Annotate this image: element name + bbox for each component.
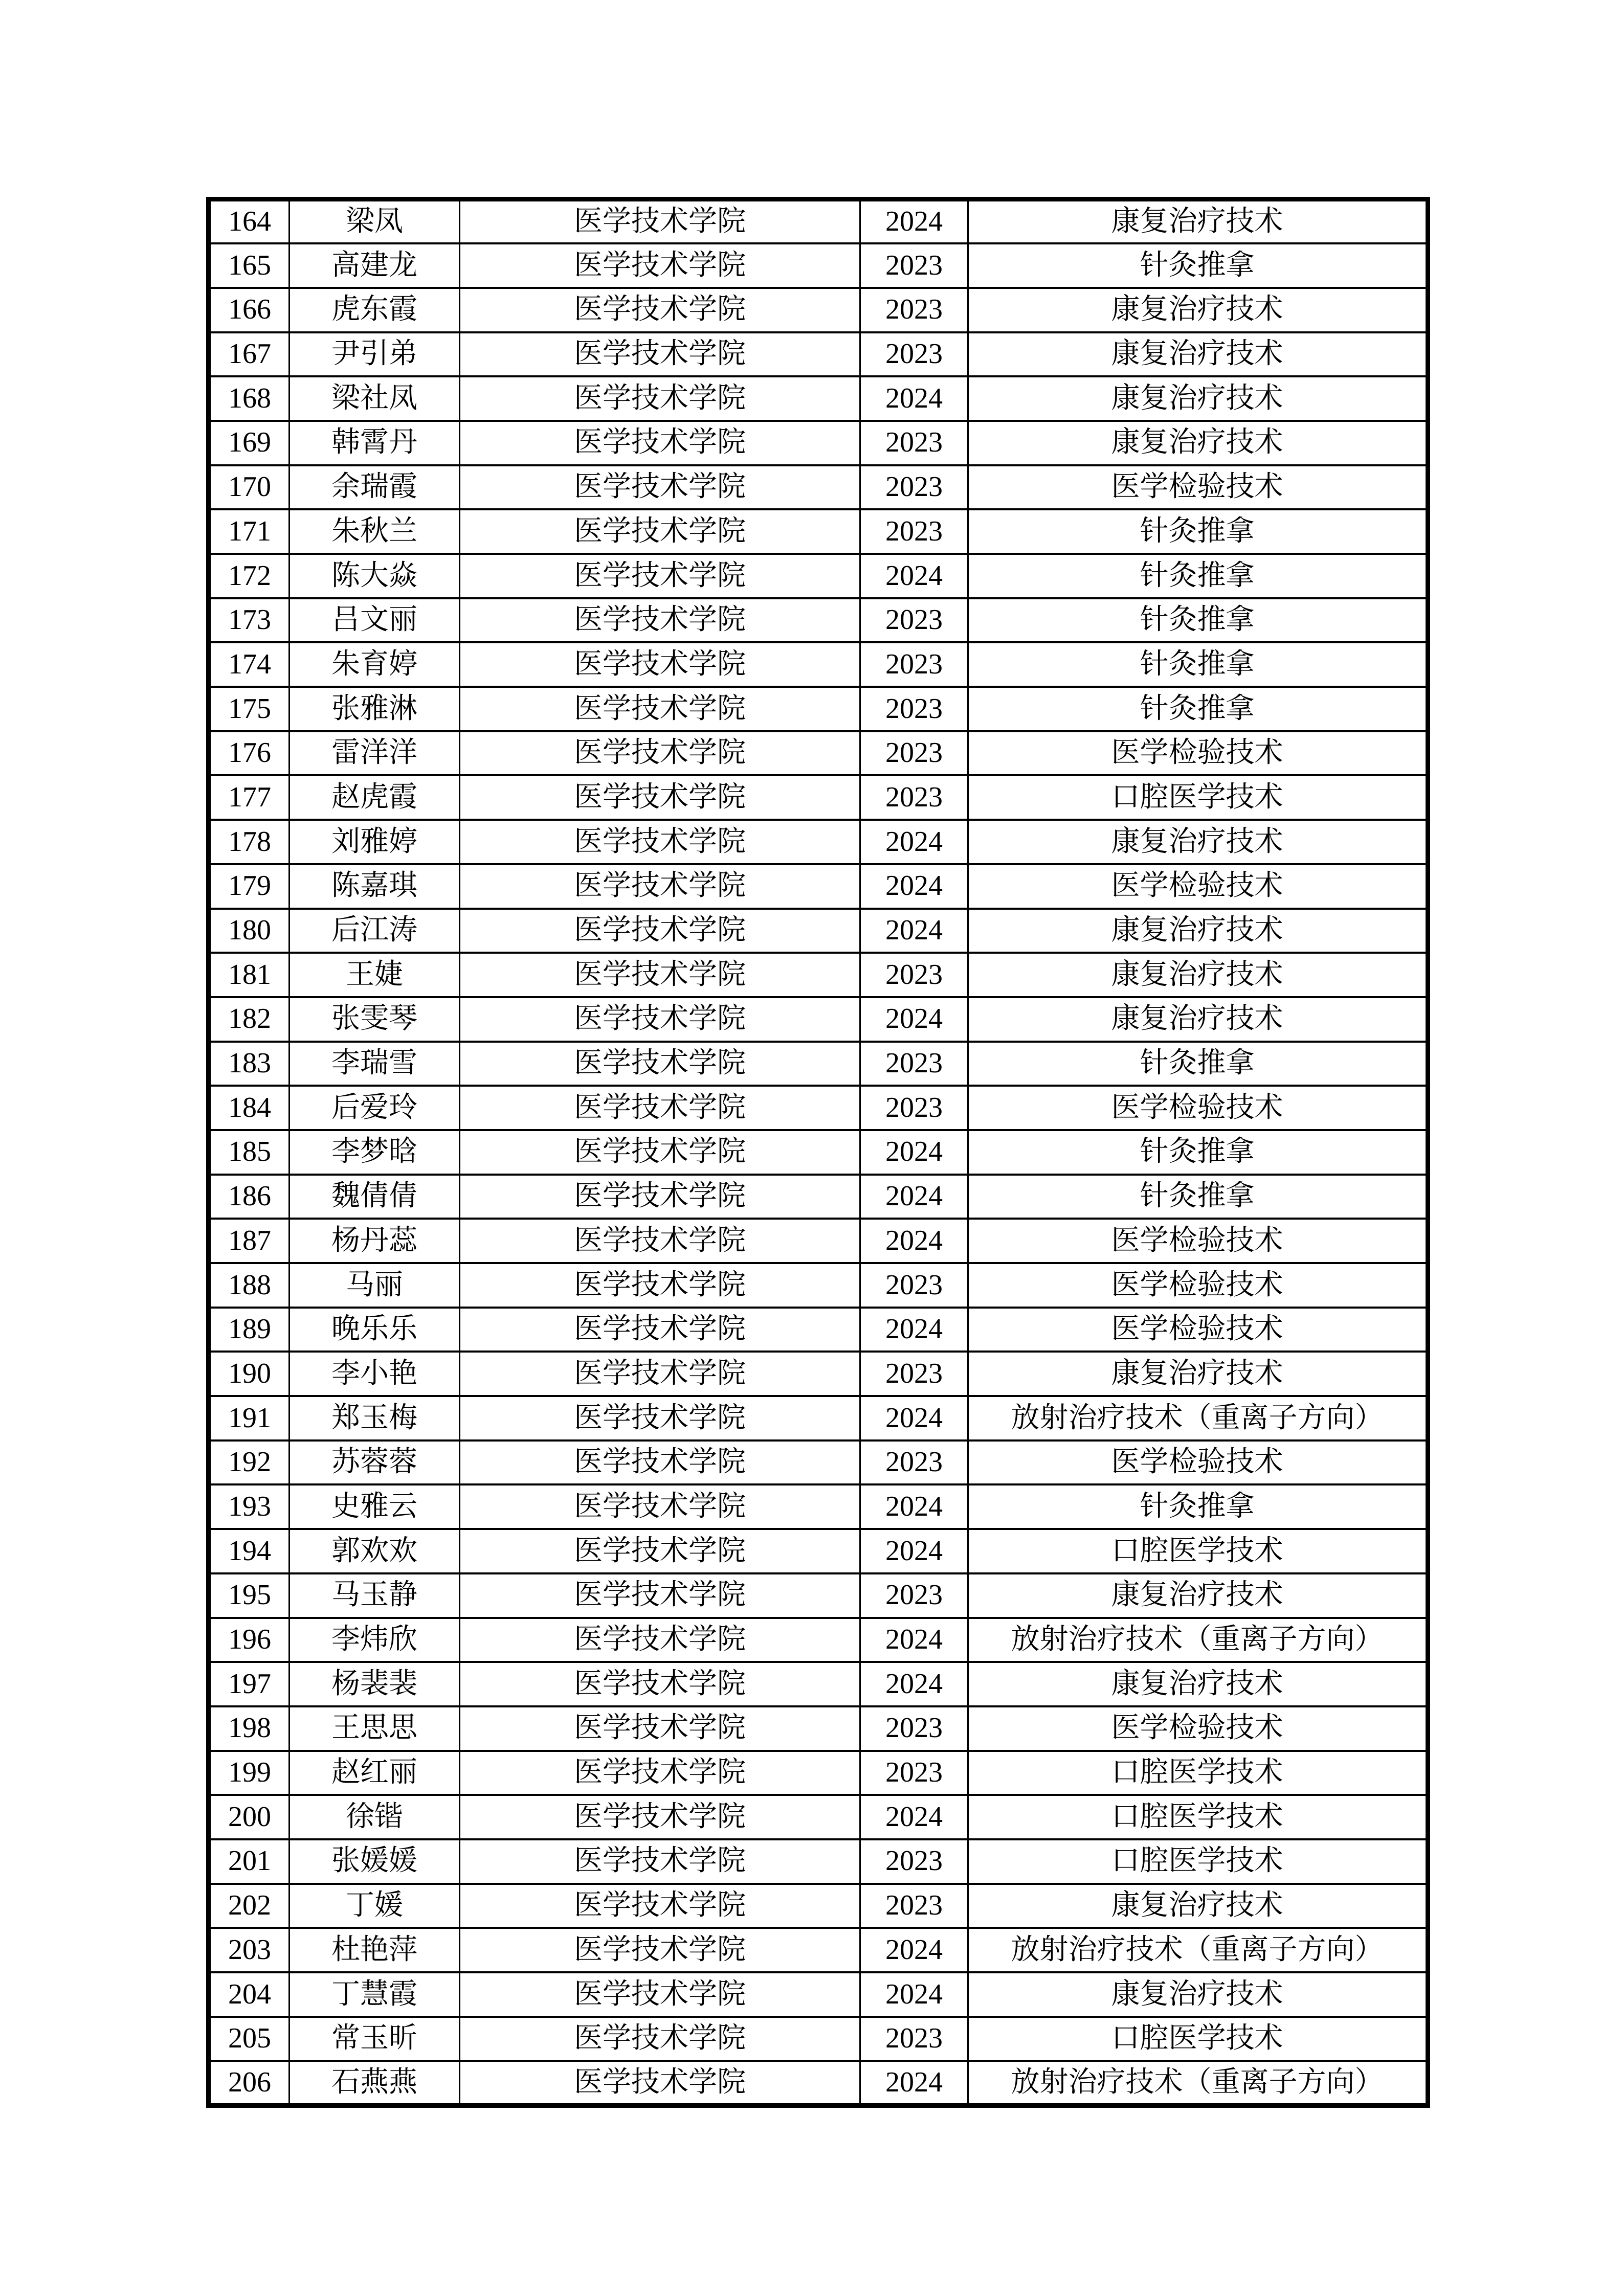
cell-row-number: 175 (209, 687, 290, 731)
cell-student-name: 刘雅婷 (290, 820, 460, 864)
cell-row-number: 171 (209, 509, 290, 554)
table-row (209, 1618, 1428, 1662)
table-row (209, 1529, 1428, 1573)
cell-major: 康复治疗技术 (968, 332, 1428, 377)
cell-student-name: 梁凤 (290, 199, 460, 244)
cell-student-name: 高建龙 (290, 243, 460, 288)
table-row (209, 731, 1428, 776)
cell-college: 医学技术学院 (460, 1751, 860, 1795)
cell-major: 医学检验技术 (968, 731, 1428, 776)
cell-major: 口腔医学技术 (968, 1751, 1428, 1795)
table-row (209, 1042, 1428, 1086)
cell-student-name: 杜艳萍 (290, 1928, 460, 1972)
cell-row-number: 169 (209, 421, 290, 465)
cell-student-name: 常玉昕 (290, 2017, 460, 2061)
table-row (209, 953, 1428, 997)
cell-college: 医学技术学院 (460, 820, 860, 864)
cell-college: 医学技术学院 (460, 2061, 860, 2105)
cell-student-name: 朱育婷 (290, 642, 460, 687)
cell-college: 医学技术学院 (460, 731, 860, 776)
cell-grade-year: 2024 (860, 1308, 968, 1352)
cell-college: 医学技术学院 (460, 376, 860, 421)
cell-row-number: 183 (209, 1042, 290, 1086)
cell-student-name: 梁社凤 (290, 376, 460, 421)
cell-student-name: 苏蓉蓉 (290, 1440, 460, 1485)
cell-student-name: 石燕燕 (290, 2061, 460, 2105)
table-row (209, 820, 1428, 864)
table-row (209, 1972, 1428, 2017)
cell-grade-year: 2023 (860, 687, 968, 731)
cell-row-number: 205 (209, 2017, 290, 2061)
cell-grade-year: 2023 (860, 953, 968, 997)
cell-row-number: 187 (209, 1219, 290, 1263)
cell-grade-year: 2023 (860, 288, 968, 332)
cell-college: 医学技术学院 (460, 642, 860, 687)
table-row (209, 598, 1428, 643)
table-row (209, 1795, 1428, 1839)
cell-major: 医学检验技术 (968, 1706, 1428, 1751)
cell-major: 医学检验技术 (968, 465, 1428, 510)
table-row (209, 1839, 1428, 1884)
cell-grade-year: 2024 (860, 1529, 968, 1573)
cell-college: 医学技术学院 (460, 1884, 860, 1928)
cell-grade-year: 2024 (860, 1928, 968, 1972)
cell-student-name: 张媛媛 (290, 1839, 460, 1884)
cell-student-name: 丁慧霞 (290, 1972, 460, 2017)
cell-row-number: 174 (209, 642, 290, 687)
cell-row-number: 166 (209, 288, 290, 332)
cell-college: 医学技术学院 (460, 1042, 860, 1086)
cell-major: 康复治疗技术 (968, 953, 1428, 997)
table-row (209, 1484, 1428, 1529)
cell-row-number: 206 (209, 2061, 290, 2105)
table-row (209, 199, 1428, 244)
cell-grade-year: 2023 (860, 1352, 968, 1396)
cell-grade-year: 2024 (860, 1618, 968, 1662)
cell-major: 口腔医学技术 (968, 2017, 1428, 2061)
cell-student-name: 张雯琴 (290, 997, 460, 1042)
cell-student-name: 李梦晗 (290, 1130, 460, 1175)
cell-student-name: 魏倩倩 (290, 1175, 460, 1219)
cell-row-number: 185 (209, 1130, 290, 1175)
cell-major: 放射治疗技术（重离子方向） (968, 1928, 1428, 1972)
cell-college: 医学技术学院 (460, 1662, 860, 1706)
cell-major: 医学检验技术 (968, 1219, 1428, 1263)
table-row (209, 554, 1428, 598)
cell-grade-year: 2024 (860, 199, 968, 244)
cell-grade-year: 2024 (860, 1795, 968, 1839)
cell-student-name: 杨裴裴 (290, 1662, 460, 1706)
cell-major: 口腔医学技术 (968, 1795, 1428, 1839)
cell-row-number: 192 (209, 1440, 290, 1485)
table-row (209, 1308, 1428, 1352)
cell-major: 针灸推拿 (968, 1042, 1428, 1086)
cell-grade-year: 2024 (860, 1662, 968, 1706)
cell-college: 医学技术学院 (460, 243, 860, 288)
cell-college: 医学技术学院 (460, 598, 860, 643)
cell-row-number: 170 (209, 465, 290, 510)
cell-major: 针灸推拿 (968, 598, 1428, 643)
cell-row-number: 199 (209, 1751, 290, 1795)
cell-grade-year: 2023 (860, 1440, 968, 1485)
cell-college: 医学技术学院 (460, 687, 860, 731)
cell-student-name: 后爱玲 (290, 1086, 460, 1130)
cell-student-name: 马玉静 (290, 1573, 460, 1618)
cell-college: 医学技术学院 (460, 1928, 860, 1972)
table-row (209, 775, 1428, 820)
table-row (209, 376, 1428, 421)
cell-major: 医学检验技术 (968, 864, 1428, 909)
cell-grade-year: 2024 (860, 1396, 968, 1440)
cell-grade-year: 2024 (860, 2061, 968, 2105)
cell-row-number: 188 (209, 1263, 290, 1308)
cell-student-name: 赵虎霞 (290, 775, 460, 820)
cell-row-number: 186 (209, 1175, 290, 1219)
cell-row-number: 181 (209, 953, 290, 997)
cell-major: 康复治疗技术 (968, 288, 1428, 332)
cell-college: 医学技术学院 (460, 909, 860, 953)
cell-college: 医学技术学院 (460, 1396, 860, 1440)
cell-major: 康复治疗技术 (968, 1884, 1428, 1928)
cell-row-number: 177 (209, 775, 290, 820)
cell-row-number: 201 (209, 1839, 290, 1884)
cell-student-name: 后江涛 (290, 909, 460, 953)
cell-row-number: 194 (209, 1529, 290, 1573)
cell-major: 针灸推拿 (968, 1484, 1428, 1529)
cell-student-name: 余瑞霞 (290, 465, 460, 510)
cell-college: 医学技术学院 (460, 1263, 860, 1308)
cell-student-name: 王思思 (290, 1706, 460, 1751)
cell-row-number: 184 (209, 1086, 290, 1130)
table-row (209, 465, 1428, 510)
table-row (209, 864, 1428, 909)
cell-major: 医学检验技术 (968, 1086, 1428, 1130)
cell-row-number: 197 (209, 1662, 290, 1706)
cell-major: 医学检验技术 (968, 1440, 1428, 1485)
cell-grade-year: 2023 (860, 2017, 968, 2061)
cell-major: 康复治疗技术 (968, 820, 1428, 864)
cell-grade-year: 2023 (860, 243, 968, 288)
cell-grade-year: 2023 (860, 642, 968, 687)
cell-row-number: 193 (209, 1484, 290, 1529)
cell-row-number: 204 (209, 1972, 290, 2017)
cell-grade-year: 2023 (860, 332, 968, 377)
cell-grade-year: 2024 (860, 909, 968, 953)
table-row (209, 1130, 1428, 1175)
cell-college: 医学技术学院 (460, 1175, 860, 1219)
cell-row-number: 168 (209, 376, 290, 421)
cell-grade-year: 2023 (860, 1263, 968, 1308)
cell-student-name: 雷洋洋 (290, 731, 460, 776)
table-row (209, 1573, 1428, 1618)
table-row (209, 1396, 1428, 1440)
cell-grade-year: 2023 (860, 1042, 968, 1086)
cell-student-name: 朱秋兰 (290, 509, 460, 554)
cell-college: 医学技术学院 (460, 509, 860, 554)
cell-row-number: 180 (209, 909, 290, 953)
cell-row-number: 198 (209, 1706, 290, 1751)
cell-college: 医学技术学院 (460, 465, 860, 510)
cell-grade-year: 2023 (860, 465, 968, 510)
cell-college: 医学技术学院 (460, 1573, 860, 1618)
cell-grade-year: 2024 (860, 1130, 968, 1175)
cell-row-number: 167 (209, 332, 290, 377)
table-row (209, 1352, 1428, 1396)
cell-college: 医学技术学院 (460, 775, 860, 820)
cell-student-name: 马丽 (290, 1263, 460, 1308)
cell-major: 康复治疗技术 (968, 997, 1428, 1042)
table-row (209, 642, 1428, 687)
cell-row-number: 182 (209, 997, 290, 1042)
table-row (209, 1263, 1428, 1308)
cell-major: 针灸推拿 (968, 1175, 1428, 1219)
cell-row-number: 178 (209, 820, 290, 864)
cell-college: 医学技术学院 (460, 1308, 860, 1352)
cell-major: 康复治疗技术 (968, 376, 1428, 421)
cell-college: 医学技术学院 (460, 1839, 860, 1884)
table-row (209, 909, 1428, 953)
table-row (209, 2017, 1428, 2061)
cell-student-name: 陈嘉琪 (290, 864, 460, 909)
cell-row-number: 202 (209, 1884, 290, 1928)
cell-row-number: 200 (209, 1795, 290, 1839)
cell-row-number: 195 (209, 1573, 290, 1618)
cell-grade-year: 2023 (860, 1839, 968, 1884)
table-row (209, 1086, 1428, 1130)
table-row (209, 1706, 1428, 1751)
cell-student-name: 郭欢欢 (290, 1529, 460, 1573)
cell-student-name: 张雅淋 (290, 687, 460, 731)
cell-major: 口腔医学技术 (968, 1529, 1428, 1573)
cell-college: 医学技术学院 (460, 332, 860, 377)
table-row (209, 1175, 1428, 1219)
cell-college: 医学技术学院 (460, 1440, 860, 1485)
cell-grade-year: 2023 (860, 598, 968, 643)
cell-major: 医学检验技术 (968, 1308, 1428, 1352)
cell-row-number: 189 (209, 1308, 290, 1352)
table-row (209, 288, 1428, 332)
cell-student-name: 丁媛 (290, 1884, 460, 1928)
cell-student-name: 吕文丽 (290, 598, 460, 643)
cell-college: 医学技术学院 (460, 1706, 860, 1751)
cell-student-name: 尹引弟 (290, 332, 460, 377)
cell-major: 针灸推拿 (968, 509, 1428, 554)
cell-college: 医学技术学院 (460, 288, 860, 332)
cell-grade-year: 2023 (860, 1573, 968, 1618)
cell-major: 口腔医学技术 (968, 775, 1428, 820)
table-row (209, 1219, 1428, 1263)
cell-student-name: 史雅云 (290, 1484, 460, 1529)
cell-grade-year: 2024 (860, 1175, 968, 1219)
cell-student-name: 王婕 (290, 953, 460, 997)
cell-student-name: 徐锴 (290, 1795, 460, 1839)
cell-major: 康复治疗技术 (968, 1352, 1428, 1396)
table-row (209, 1884, 1428, 1928)
cell-college: 医学技术学院 (460, 199, 860, 244)
cell-major: 针灸推拿 (968, 1130, 1428, 1175)
cell-grade-year: 2024 (860, 864, 968, 909)
table-row (209, 509, 1428, 554)
cell-row-number: 203 (209, 1928, 290, 1972)
cell-grade-year: 2023 (860, 421, 968, 465)
cell-major: 康复治疗技术 (968, 1972, 1428, 2017)
cell-grade-year: 2024 (860, 554, 968, 598)
cell-major: 康复治疗技术 (968, 909, 1428, 953)
cell-grade-year: 2024 (860, 820, 968, 864)
cell-grade-year: 2023 (860, 1706, 968, 1751)
student-table-body (209, 199, 1428, 2106)
table-row (209, 687, 1428, 731)
cell-student-name: 虎东霞 (290, 288, 460, 332)
cell-college: 医学技术学院 (460, 1795, 860, 1839)
cell-college: 医学技术学院 (460, 1529, 860, 1573)
cell-college: 医学技术学院 (460, 1972, 860, 2017)
cell-grade-year: 2024 (860, 1484, 968, 1529)
cell-grade-year: 2023 (860, 1086, 968, 1130)
cell-row-number: 179 (209, 864, 290, 909)
cell-row-number: 172 (209, 554, 290, 598)
cell-college: 医学技术学院 (460, 953, 860, 997)
cell-major: 针灸推拿 (968, 687, 1428, 731)
table-row (209, 2061, 1428, 2105)
cell-major: 康复治疗技术 (968, 199, 1428, 244)
cell-grade-year: 2024 (860, 376, 968, 421)
cell-major: 放射治疗技术（重离子方向） (968, 1396, 1428, 1440)
cell-major: 康复治疗技术 (968, 1573, 1428, 1618)
table-row (209, 1662, 1428, 1706)
cell-student-name: 郑玉梅 (290, 1396, 460, 1440)
cell-major: 康复治疗技术 (968, 421, 1428, 465)
cell-grade-year: 2023 (860, 1751, 968, 1795)
cell-student-name: 杨丹蕊 (290, 1219, 460, 1263)
cell-row-number: 173 (209, 598, 290, 643)
cell-student-name: 赵红丽 (290, 1751, 460, 1795)
cell-grade-year: 2023 (860, 731, 968, 776)
cell-grade-year: 2023 (860, 775, 968, 820)
cell-row-number: 176 (209, 731, 290, 776)
table-row (209, 421, 1428, 465)
cell-college: 医学技术学院 (460, 1618, 860, 1662)
cell-grade-year: 2024 (860, 1972, 968, 2017)
cell-major: 放射治疗技术（重离子方向） (968, 1618, 1428, 1662)
cell-major: 口腔医学技术 (968, 1839, 1428, 1884)
cell-row-number: 165 (209, 243, 290, 288)
cell-student-name: 陈大焱 (290, 554, 460, 598)
cell-major: 针灸推拿 (968, 642, 1428, 687)
cell-student-name: 李瑞雪 (290, 1042, 460, 1086)
cell-college: 医学技术学院 (460, 1352, 860, 1396)
cell-major: 放射治疗技术（重离子方向） (968, 2061, 1428, 2105)
cell-college: 医学技术学院 (460, 1130, 860, 1175)
cell-grade-year: 2023 (860, 509, 968, 554)
cell-grade-year: 2023 (860, 1884, 968, 1928)
cell-major: 康复治疗技术 (968, 1662, 1428, 1706)
table-row (209, 332, 1428, 377)
cell-student-name: 晚乐乐 (290, 1308, 460, 1352)
cell-row-number: 196 (209, 1618, 290, 1662)
student-list-table (206, 197, 1430, 2108)
cell-college: 医学技术学院 (460, 997, 860, 1042)
cell-college: 医学技术学院 (460, 1086, 860, 1130)
table-row (209, 1928, 1428, 1972)
cell-row-number: 191 (209, 1396, 290, 1440)
cell-student-name: 韩霄丹 (290, 421, 460, 465)
table-row (209, 1440, 1428, 1485)
cell-college: 医学技术学院 (460, 2017, 860, 2061)
cell-major: 医学检验技术 (968, 1263, 1428, 1308)
table-row (209, 243, 1428, 288)
cell-grade-year: 2024 (860, 997, 968, 1042)
cell-college: 医学技术学院 (460, 864, 860, 909)
cell-college: 医学技术学院 (460, 1484, 860, 1529)
cell-row-number: 164 (209, 199, 290, 244)
cell-row-number: 190 (209, 1352, 290, 1396)
cell-grade-year: 2024 (860, 1219, 968, 1263)
cell-major: 针灸推拿 (968, 554, 1428, 598)
table-row (209, 1751, 1428, 1795)
cell-major: 针灸推拿 (968, 243, 1428, 288)
cell-student-name: 李小艳 (290, 1352, 460, 1396)
table-row (209, 997, 1428, 1042)
cell-college: 医学技术学院 (460, 421, 860, 465)
cell-college: 医学技术学院 (460, 1219, 860, 1263)
cell-student-name: 李炜欣 (290, 1618, 460, 1662)
cell-college: 医学技术学院 (460, 554, 860, 598)
